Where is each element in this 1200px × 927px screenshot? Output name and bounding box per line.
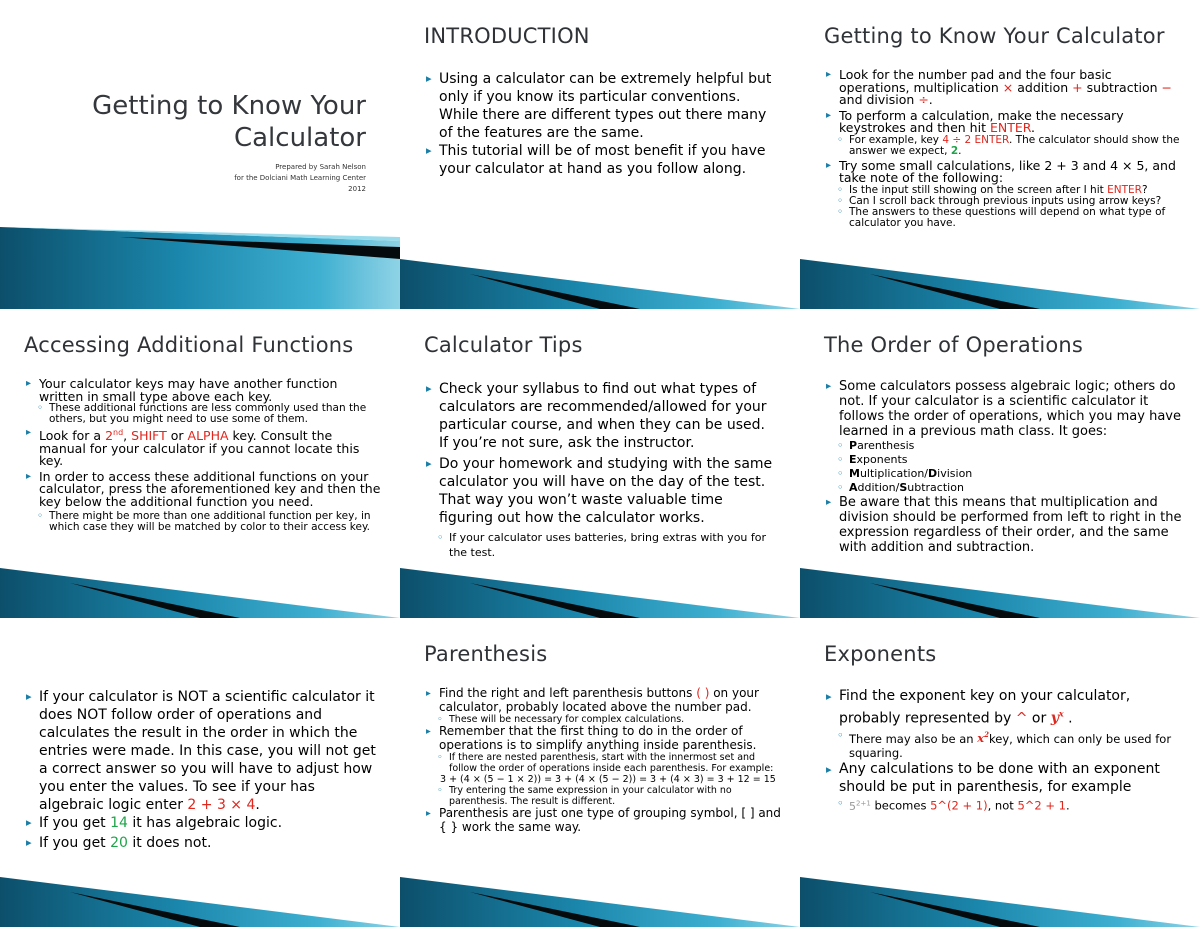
- bullet-list: [826, 379, 1186, 555]
- list-item: ▸ Find the exponent key on your calculator, probably represented by ^ or $y^x$ .: [826, 688, 1178, 728]
- equation: 3 + (4 × (5 − 1 × 2)) = 3 + (4 × (5 − 2)) = 3 + (4 × 3) = 3 + 12 = 15: [440, 774, 776, 785]
- list-item: ▸ Your calculator keys may have another function written in small type above each key.: [26, 378, 381, 403]
- list-item: ▸ This tutorial will be of most benefit if you have your calculator at hand as you follow along.: [426, 142, 778, 178]
- slide-calculator-tips[interactable]: [400, 309, 800, 618]
- slide-additional-functions[interactable]: [0, 309, 400, 618]
- list-item: ▸ In order to access these additional functions on your calculator, press the aforementioned key and then the key below the additional function you need.: [26, 471, 381, 509]
- sub-item: ◦ If your calculator uses batteries, bring extras with you for the test.: [437, 530, 776, 560]
- sub-item: ◦ Exponents: [837, 453, 1186, 467]
- sub-item: ◦ Try entering the same expression in your calculator with no parenthesis. The result is different.: [437, 785, 781, 807]
- slide-title: INTRODUCTION: [424, 24, 590, 48]
- list-item: ▸ If your calculator is NOT a scientific calculator it does NOT follow order of operations and calculates the result in the order in which the entries were made. In this case, you will not get a correct answer so you will have to adjust how you enter the values. To see if your has algebraic logic enter 2 + 3 × 4.: [26, 688, 378, 814]
- sub-item: ◦ For example, key 4 ÷ 2 ENTER. The calculator should show the answer we expect, 2.: [837, 135, 1186, 157]
- sub-item: ◦ Parenthesis: [837, 439, 1186, 453]
- slide-getting-to-know[interactable]: [800, 0, 1200, 309]
- list-item: ▸ Check your syllabus to find out what types of calculators are recommended/allowed for your particular course, and when they can be used. If you’re not sure, ask the instructor.: [426, 380, 776, 452]
- cover-author: Prepared by Sarah Nelson: [275, 163, 366, 171]
- list-item: ▸ Be aware that this means that multiplication and division should be performed from left to right in the expression regardless of their order, and the same with addition and subtraction.: [826, 495, 1186, 555]
- list-item: ▸ Any calculations to be done with an exponent should be put in parenthesis, for example: [826, 761, 1178, 796]
- slide-decoration: [400, 847, 800, 927]
- bullet-list: [26, 378, 381, 532]
- sub-item: ◦ There may also be an $x^2key$, which can only be used for squaring.: [837, 728, 1178, 762]
- bullet-list: [826, 688, 1178, 814]
- slide-title: Exponents: [824, 642, 937, 666]
- slide-order-of-operations[interactable]: [800, 309, 1200, 618]
- bullet-list: [426, 687, 781, 834]
- sub-item: ◦ These will be necessary for complex calculations.: [437, 714, 781, 725]
- cover-year: 2012: [348, 185, 366, 193]
- sub-item: ◦ $5^{2+1}$ becomes 5^(2 + 1), not 5^2 + 1.: [837, 796, 1178, 814]
- slide-title: Accessing Additional Functions: [24, 333, 354, 357]
- bullet-list: [26, 688, 378, 852]
- cover-subtitle: [234, 162, 366, 195]
- slide-parenthesis[interactable]: [400, 618, 800, 927]
- sub-item: ◦ Addition/Subtraction: [837, 481, 1186, 495]
- sub-item: ◦ Is the input still showing on the screen after I hit ENTER?: [837, 185, 1186, 196]
- slide-decoration: [400, 229, 800, 309]
- slide-decoration: [0, 847, 400, 927]
- list-item: ▸ If you get 20 it does not.: [26, 834, 378, 852]
- sub-item: ◦ The answers to these questions will depend on what type of calculator you have.: [837, 207, 1186, 229]
- list-item: ▸ Some calculators possess algebraic logic; others do not. If your calculator is a scientific calculator it follows the order of operations, which you may have learned in a previous math class. It goes:: [826, 379, 1186, 439]
- bullet-list: [426, 70, 778, 178]
- slide-algebraic-logic[interactable]: [0, 618, 400, 927]
- list-item: ▸ Using a calculator can be extremely helpful but only if you know its particular conventions. While there are different types out there many of the features are the same.: [426, 70, 778, 142]
- bullet-list: [826, 69, 1186, 229]
- sub-item: ◦ If there are nested parenthesis, start with the innermost set and follow the order of operations inside each parenthesis. For example:: [437, 752, 781, 774]
- list-item: ▸ Look for the number pad and the four basic operations, multiplication × addition + subtraction − and division ÷.: [826, 69, 1186, 107]
- slide-title: Getting to Know Your Calculator: [824, 24, 1165, 48]
- bullet-list: [426, 380, 776, 560]
- slide-title: Parenthesis: [424, 642, 548, 666]
- slide-exponents[interactable]: [800, 618, 1200, 927]
- slide-introduction[interactable]: [400, 0, 800, 309]
- slide-decoration: [800, 538, 1200, 618]
- slide-decoration: [800, 847, 1200, 927]
- list-item: ▸ Remember that the first thing to do in the order of operations is to simplify anything inside parenthesis.: [426, 725, 781, 752]
- list-item: ▸ Try some small calculations, like 2 + 3 and 4 × 5, and take note of the following:: [826, 160, 1186, 185]
- list-item: ▸ To perform a calculation, make the necessary keystrokes and then hit ENTER.: [826, 110, 1186, 135]
- sub-item: ◦ Can I scroll back through previous inputs using arrow keys?: [837, 196, 1186, 207]
- slide-decoration: [400, 538, 800, 618]
- list-item: ▸ Parenthesis are just one type of grouping symbol, [ ] and { } work the same way.: [426, 807, 781, 834]
- slide-title[interactable]: [0, 0, 400, 309]
- list-item: ▸ Look for a 2nd, SHIFT or ALPHA key. Consult the manual for your calculator if you cannot locate this key.: [26, 427, 381, 468]
- slide-decoration: [800, 229, 1200, 309]
- slide-decoration: [0, 538, 400, 618]
- cover-org: for the Dolciani Math Learning Center: [234, 174, 366, 182]
- slide-title: The Order of Operations: [824, 333, 1084, 357]
- sub-item: ◦ There might be more than one additional function per key, in which case they will be matched by color to their access key.: [37, 511, 381, 532]
- slide-decoration: [0, 219, 400, 309]
- list-item: ▸ Do your homework and studying with the same calculator you will have on the day of the test. That way you won’t waste valuable time figuring out how the calculator works.: [426, 455, 776, 527]
- list-item: ▸ If you get 14 it has algebraic logic.: [26, 814, 378, 832]
- list-item: ▸ Find the right and left parenthesis buttons ( ) on your calculator, probably located above the number pad.: [426, 687, 781, 714]
- sub-item: ◦ Multiplication/Division: [837, 467, 1186, 481]
- slide-title: Calculator Tips: [424, 333, 583, 357]
- sub-item: ◦ These additional functions are less commonly used than the others, but you might need to use some of them.: [37, 403, 381, 424]
- cover-title: Getting to Know Your Calculator: [92, 91, 366, 153]
